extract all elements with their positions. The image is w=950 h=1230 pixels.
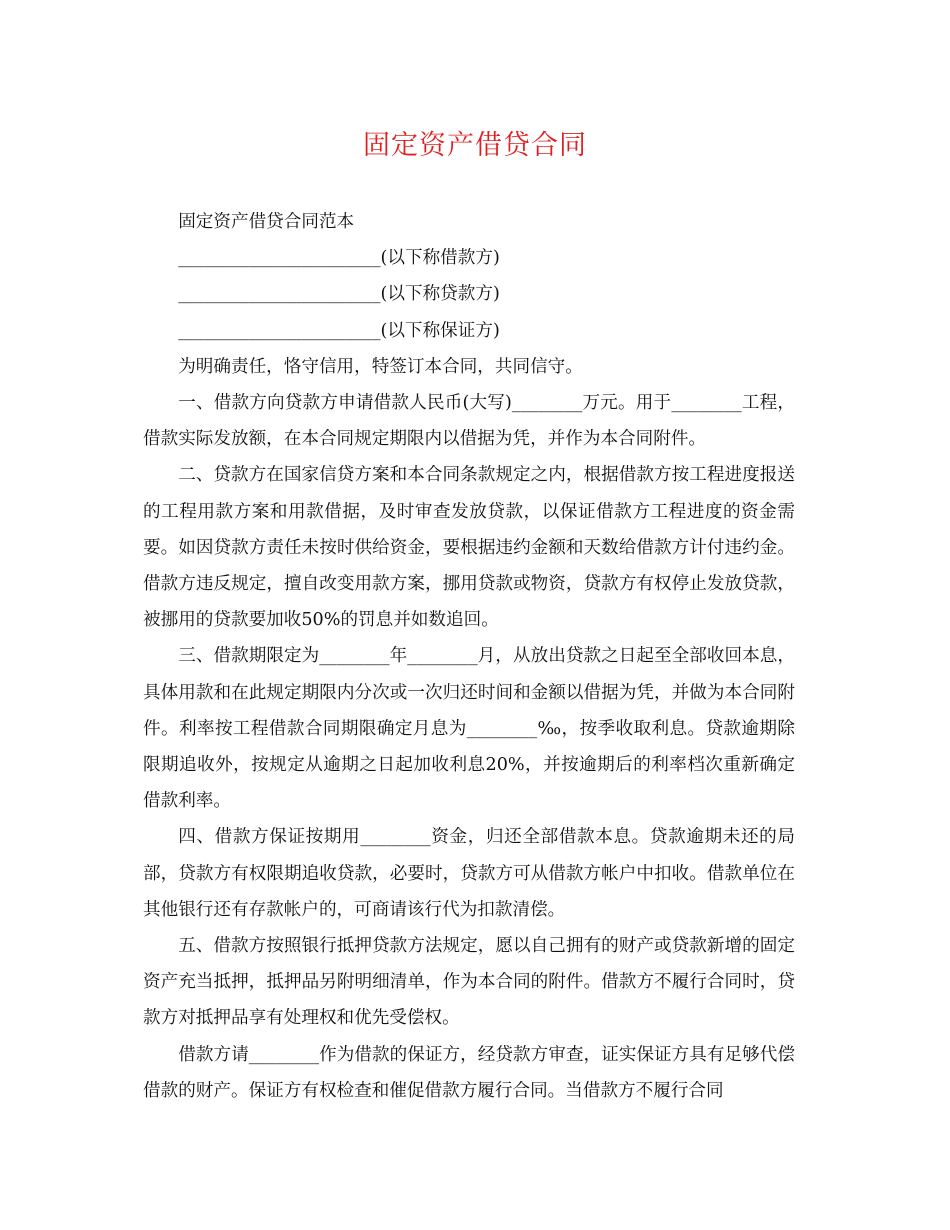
clause-5-paragraph: 五、借款方按照银行抵押贷款方法规定，愿以自己拥有的财产或贷款新增的固定资产充当抵押，抵押品另附明细清单，作为本合同的附件。借款方不履行合同时，贷款方对抵押品享有处理权和优先受偿权。 [143,936,795,1029]
preamble-paragraph: 为明确责任，恪守信用，特签订本合同，共同信守。 [178,356,583,377]
clause-3-paragraph: 三、借款期限定为________年________月，从放出贷款之日起至全部收回本息，具体用款和在此规定期限内分次或一次归还时间和金额以借据为凭，并做为本合同附件。利率按工程借款合同期限确定月息为________‰，按季收取利息。贷款逾期除限期追收外，按规定从逾期之日起加收利息20%，并按逾期后的利率档次重新确定借款利率。 [143,646,795,812]
clause-2-paragraph: 二、贷款方在国家信贷方案和本合同条款规定之内，根据借款方按工程进度报送的工程用款方案和用款借据，及时审查发放贷款，以保证借款方工程进度的资金需要。如因贷款方责任未按时供给资金，要根据违约金额和天数给借款方计付违约金。借款方违反规定，擅自改变用款方案，挪用贷款或物资，贷款方有权停止发放贷款，被挪用的贷款要加收50%的罚息并如数追回。 [143,465,795,631]
clause-4-paragraph: 四、借款方保证按期用________资金，归还全部借款本息。贷款逾期未还的局部，贷款方有权限期追收贷款，必要时，贷款方可从借款方帐户中扣收。借款单位在其他银行还有存款帐户的，可商请该行代为扣款清偿。 [143,827,795,920]
subtitle-paragraph: 固定资产借贷合同范本 [178,212,355,232]
guarantee-paragraph: 借款方请________作为借款的保证方，经贷款方审查，证实保证方具有足够代偿借款的财产。保证方有权检查和催促借款方履行合同。当借款方不履行合同 [143,1044,795,1101]
clause-1-paragraph: 一、借款方向贷款方申请借款人民币(大写)________万元。用于________工程，借款实际发放额，在本合同规定期限内以借据为凭，并作为本合同附件。 [143,393,795,450]
borrower-party-line: _______________________(以下称借款方) [178,248,500,269]
lender-party-line: _______________________(以下称贷款方) [178,284,500,305]
document-body [143,204,795,1109]
document-title: 固定资产借贷合同 [363,130,587,161]
guarantor-party-line: _______________________(以下称保证方) [178,320,500,341]
